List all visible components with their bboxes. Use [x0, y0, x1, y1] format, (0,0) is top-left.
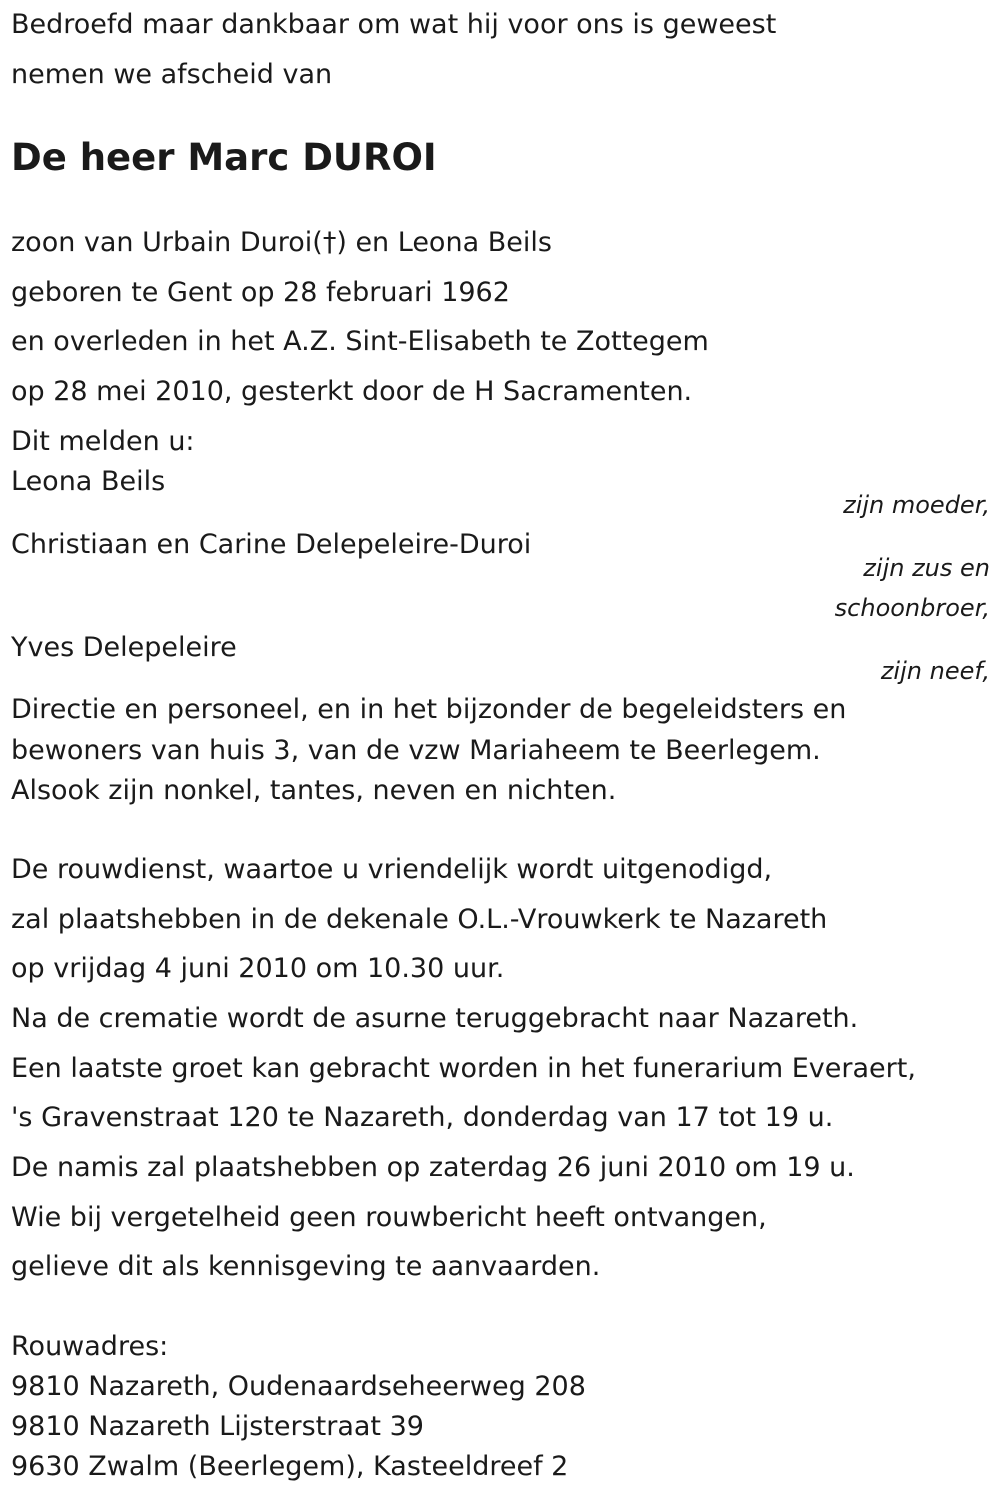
service-line: op vrijdag 4 juni 2010 om 10.30 uur.: [11, 953, 505, 984]
address-line: 9810 Nazareth Lijsterstraat 39: [11, 1411, 424, 1442]
service-line: 's Gravenstraat 120 te Nazareth, donderdag van 17 tot 19 u.: [11, 1102, 834, 1133]
mourner-name: Christiaan en Carine Delepeleire-Duroi: [11, 529, 532, 560]
service-line: De rouwdienst, waartoe u vriendelijk wordt uitgenodigd,: [11, 854, 773, 885]
detail-line: geboren te Gent op 28 februari 1962: [11, 277, 510, 308]
address-line: 9810 Nazareth, Oudenaardseheerweg 208: [11, 1371, 586, 1402]
detail-line: zoon van Urbain Duroi(†) en Leona Beils: [11, 227, 552, 258]
organization-line: Alsook zijn nonkel, tantes, neven en nichten.: [11, 775, 617, 806]
organization-line: Directie en personeel, en in het bijzonder de begeleidsters en: [11, 694, 847, 725]
service-line: De namis zal plaatshebben op zaterdag 26 juni 2010 om 19 u.: [11, 1152, 855, 1183]
intro-line: Bedroefd maar dankbaar om wat hij voor ons is geweest: [11, 9, 777, 40]
mourner-relation: zijn neef,: [880, 657, 990, 685]
mourner-relation: schoonbroer,: [834, 594, 990, 622]
intro-line: nemen we afscheid van: [11, 59, 333, 90]
announcers-intro: Dit melden u:: [11, 426, 195, 457]
service-line: zal plaatshebben in de dekenale O.L.-Vrouwkerk te Nazareth: [11, 904, 828, 935]
mourner-relation: zijn moeder,: [843, 491, 990, 519]
service-line: gelieve dit als kennisgeving te aanvaarden.: [11, 1251, 601, 1282]
service-line: Een laatste groet kan gebracht worden in het funerarium Everaert,: [11, 1053, 916, 1084]
address-label: Rouwadres:: [11, 1331, 169, 1362]
organization-line: bewoners van huis 3, van de vzw Mariaheem te Beerlegem.: [11, 735, 821, 766]
mourner-relation: zijn zus en: [863, 554, 990, 582]
detail-line: op 28 mei 2010, gesterkt door de H Sacramenten.: [11, 376, 693, 407]
service-line: Wie bij vergetelheid geen rouwbericht heeft ontvangen,: [11, 1202, 767, 1233]
deceased-name: De heer Marc DUROI: [11, 136, 437, 179]
mourner-name: Yves Delepeleire: [11, 632, 237, 663]
detail-line: en overleden in het A.Z. Sint-Elisabeth te Zottegem: [11, 326, 709, 357]
address-line: 9630 Zwalm (Beerlegem), Kasteeldreef 2: [11, 1451, 569, 1482]
mourner-name: Leona Beils: [11, 466, 166, 497]
service-line: Na de crematie wordt de asurne teruggebracht naar Nazareth.: [11, 1003, 859, 1034]
